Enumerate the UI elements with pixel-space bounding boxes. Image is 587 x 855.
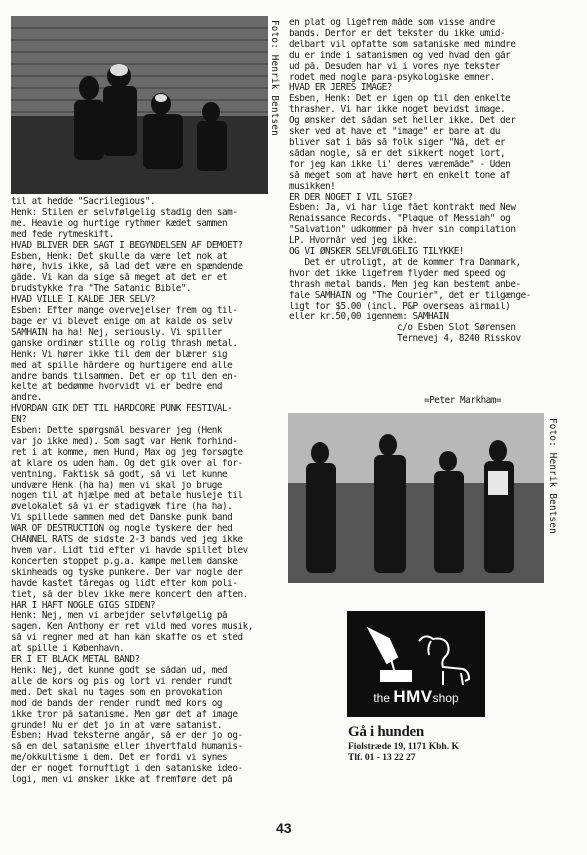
text-line: thrash metal bands. Men jeg kan bestemt anbe- xyxy=(289,279,521,290)
text-line: ventning. Faktisk så godt, så vi let kunne xyxy=(11,469,228,480)
text-line: bage er vi blevet enige om at kalde os selv xyxy=(11,316,233,327)
photo-credit-top: Foto: Henrik Bentsen xyxy=(269,20,280,136)
text-line: Renaissance Records. "Plaque of Messiah" og xyxy=(289,214,511,225)
band-photo-middle xyxy=(288,413,544,583)
text-line: brudstykke fra "The Satanic Bible". xyxy=(11,284,192,295)
text-line: musikken! xyxy=(289,181,336,192)
text-line: kelte at bedømme hvorvidt vi er bedre end xyxy=(11,382,223,393)
text-line: for jeg kan ikke li' deres væremåde" - Uden xyxy=(289,159,511,170)
text-line: med fede rytmeskift. xyxy=(11,229,114,240)
text-line: Henk: Stilen er selvfølgelig stadig den sam- xyxy=(11,207,238,218)
ad-tagline: Gå i hunden xyxy=(348,724,424,740)
text-line: så en del satanisme eller ihvertfald humanis- xyxy=(11,742,243,753)
text-line: ganske ordinær stille og rolig thrash metal. xyxy=(11,338,238,349)
text-line: Det er utroligt, at de kommer fra Danmark, xyxy=(289,257,521,268)
text-line: Ternevej 4, 8240 Risskov xyxy=(289,334,521,345)
text-line: ikke tror på satanisme. Men gør det af image xyxy=(11,709,238,720)
text-line: bands. Derfor er det tekster du ikke umid- xyxy=(289,28,506,39)
text-line: eller kr.50,00 igennem: SAMHAIN xyxy=(289,312,449,323)
text-line: andre bands tilsammen. Det er op til den en- xyxy=(11,371,238,382)
text-line: Henk: Nej, men vi arbejder selvfølgelig på xyxy=(11,611,228,622)
text-line: SAMHAIN ha ha! Nej, seriously. Vi spiller xyxy=(11,327,223,338)
text-line: HVAD ER JERES IMAGE? xyxy=(289,83,392,94)
text-line: mod de bands der render rundt med kors og xyxy=(11,698,223,709)
author-signature: =Peter Markham= xyxy=(424,395,502,406)
text-line: alle de kors og pis og lort vi render rundt xyxy=(11,676,233,687)
text-line: grunde! Nu er det jo in at være satanist. xyxy=(11,720,223,731)
article-column-left xyxy=(11,197,279,786)
text-line: logi, men vi ønsker ikke at fremføre det på xyxy=(11,775,233,786)
text-line: nogen til at hjælpe med at betale husleje til xyxy=(11,491,243,502)
text-line: Esben: Dette spørgsmål besvarer jeg (Henk xyxy=(11,426,223,437)
text-line: så meget som at have hørt en enkelt tone af xyxy=(289,170,511,181)
text-line: fale SAMHAIN og "The Courier", det er tilgænge- xyxy=(289,290,531,301)
logo-suffix: shop xyxy=(432,691,459,705)
article-column-right xyxy=(289,18,575,345)
text-line: øvelokalet så vi er stadigvæk fire (ha ha). xyxy=(11,502,233,513)
page-number: 43 xyxy=(276,820,292,836)
hmv-shop-logo xyxy=(347,687,485,707)
text-line: WAR OF DESTRUCTION og nogle tyskere der hed xyxy=(11,524,233,535)
logo-brand: HMV xyxy=(393,687,433,706)
text-line: HAR I HAFT NOGLE GIGS SIDEN? xyxy=(11,600,156,611)
text-line: ER DER NOGET I VIL SIGE? xyxy=(289,192,413,203)
text-line: ud på. Desuden har vi i vores nye tekster xyxy=(289,61,501,72)
text-line: Esben, Henk: Det skulle da være let nok at xyxy=(11,251,228,262)
photo-credit-middle: Foto: Henrik Bentsen xyxy=(547,418,558,534)
hmv-shop-ad xyxy=(347,611,485,717)
text-line: bliver sat i bås så folk siger "Nå, det er xyxy=(289,137,506,148)
text-line: havde kastet tåregas og lidt efter kom poli- xyxy=(11,578,238,589)
text-line: Henk: Vi hører ikke til dem der blærer sig xyxy=(11,349,228,360)
text-line: så vi regner med at han kan skaffe os et sted xyxy=(11,633,243,644)
text-line: Henk: Nej, det kunne godt se sådan ud, med xyxy=(11,665,228,676)
text-line: EN? xyxy=(11,415,27,426)
text-line: Esben, Henk: Det er igen op til den enkelte xyxy=(289,94,511,105)
text-line: Og ønsker det sådan set heller ikke. Det der xyxy=(289,116,516,127)
text-line: hvor det ikke ligefrem flyder med speed og xyxy=(289,268,506,279)
text-line: undvære Henk (ha ha) men vi skal jo bruge xyxy=(11,480,223,491)
text-line: med. Det skal nu tages som en provokation xyxy=(11,687,223,698)
text-line: rodet med nogle para-psykologiske emner. xyxy=(289,72,495,83)
text-line: Esben: Hvad teksterne angår, så er der jo og- xyxy=(11,731,243,742)
text-line: var jo ikke med). Som sagt var Henk forhind- xyxy=(11,436,238,447)
text-line: me/okkultisme i dem. Det er fordi vi synes xyxy=(11,753,228,764)
text-line: Esben: Efter mange overvejelser frem og til- xyxy=(11,306,238,317)
text-line: ret i at komme, men Hund, Max og jeg forsøgte xyxy=(11,447,243,458)
text-line: med at spille hårdere og hurtigere end alle xyxy=(11,360,233,371)
text-line: at klare os uden ham. Og det gik over al for- xyxy=(11,458,243,469)
text-line: thrasher. Vi har ikke noget bevidst image. xyxy=(289,105,506,116)
text-line: ER I ET BLACK METAL BAND? xyxy=(11,655,140,666)
text-line: OG VI ØNSKER SELVFØLGELIG TILYKKE! xyxy=(289,247,465,258)
band-photo-top xyxy=(11,16,268,194)
text-line: du er inde i satanismen og ved hvad den går xyxy=(289,50,511,61)
text-line: andre. xyxy=(11,393,42,404)
text-line: sådan nogle, så er det sikkert noget lort, xyxy=(289,148,506,159)
text-line: delbart vil opfatte som sataniske med mindre xyxy=(289,39,516,50)
ad-phone: Tlf. 01 - 13 22 27 xyxy=(348,753,416,763)
text-line: koncerten stoppet p.g.a. kampe mellem danske xyxy=(11,556,238,567)
text-line: HVORDAN GIK DET TIL HARDCORE PUNK FESTIVAL- xyxy=(11,404,233,415)
text-line: c/o Esben Slot Sørensen xyxy=(289,323,516,334)
text-line: sker ved at have et "image" er bare at du xyxy=(289,127,501,138)
text-line: tiet, så der blev ikke mere koncert den aften. xyxy=(11,589,248,600)
text-line: me. Heavie og hurtige rythmer kædet sammen xyxy=(11,218,228,229)
text-line: til at hedde "Sacrilegious". xyxy=(11,197,156,207)
ad-address: Fiolstræde 19, 1171 Kbh. K xyxy=(348,742,459,752)
text-line: der er noget fornuftigt i den sataniske ideo- xyxy=(11,764,243,775)
text-line: sagen. Ken Anthony er ret vild med vores musik, xyxy=(11,622,253,633)
text-line: en plat og ligefrem måde som visse andre xyxy=(289,18,495,28)
text-line: skinheads og tyske punkere. Der var nogle der xyxy=(11,567,243,578)
text-line: at spille i København. xyxy=(11,644,125,655)
text-line: gåde. Vi kan da sige så meget at det er et xyxy=(11,273,228,284)
text-line: ligt for $5.00 (incl. P&P overseas airmail) xyxy=(289,301,511,312)
text-line: HVAD BLIVER DER SAGT I BEGYNDELSEN AF DEMOET? xyxy=(11,240,243,251)
text-line: CHANNEL RATS de sidste 2-3 bands ved jeg ikke xyxy=(11,535,243,546)
logo-prefix: the xyxy=(373,691,391,705)
text-line: Vi spillede sammen med det Danske punk band xyxy=(11,513,233,524)
text-line: Esben: Ja, vi har lige fået kontrakt med New xyxy=(289,203,516,214)
text-line: LP. Hvornår ved jeg ikke. xyxy=(289,236,418,247)
text-line: høre, hvis ikke, så lad det være en spændende xyxy=(11,262,243,273)
text-line: hvem var. Lidt tid efter vi havde spillet blev xyxy=(11,546,248,556)
text-line: HVAD VILLE I KALDE JER SELV? xyxy=(11,295,156,306)
text-line: "Salvation" udkommer på hver sin compilation xyxy=(289,225,516,236)
